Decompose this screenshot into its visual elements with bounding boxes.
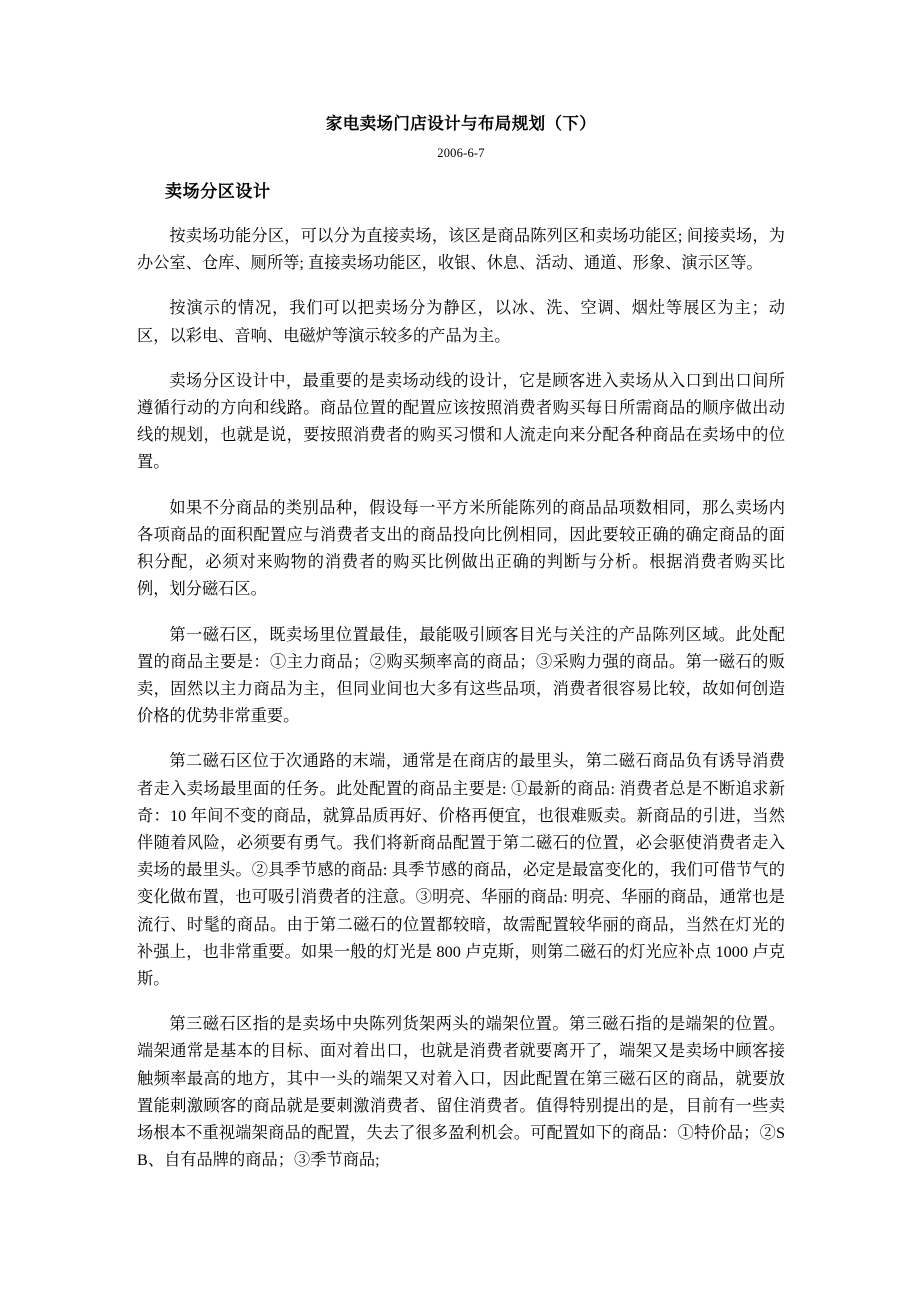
paragraph-demonstration-zoning: 按演示的情况，我们可以把卖场分为静区，以冰、洗、空调、烟灶等展区为主；动区，以彩电、音响、电磁炉等演示较多的产品为主。 — [137, 299, 785, 345]
page-title: 家电卖场门店设计与布局规划（下） — [325, 114, 597, 133]
paragraph-area-allocation: 如果不分商品的类别品种，假设每一平方米所能陈列的商品品项数相同，那么卖场内各项商品的面积配置应与消费者支出的商品投向比例相同，因此要较正确的确定商品的面积分配，必须对来购物的消费者的购买比例做出正确的判断与分析。根据消费者购买比例，划分磁石区。 — [137, 498, 785, 599]
paragraph-second-magnet-zone: 第二磁石区位于次通路的末端，通常是在商店的最里头，第二磁石商品负有诱导消费者走入卖场最里面的任务。此处配置的商品主要是: ①最新的商品: 消费者总是不断追求新奇：10 年间不变的商品，就算品质再好、价格再便宜，也很难贩卖。新商品的引进，当然伴随着风险，必须要有勇气。我们将新商品配置于第二磁石的位置，必会驱使消费者走入卖场的最里头。②具季节感的商品: 具季节感的商品，必定是最富变化的，我们可借节气的变化做布置，也可吸引消费者的注意。③明亮、华丽的商品: 明亮、华丽的商品，通常也是流行、时髦的商品。由于第二磁石的位置都较暗，故需配置较华丽的商品，当然在灯光的补强上，也非常重要。如果一般的灯光是 800 卢克斯，则第二磁石的灯光应补点 1000 卢克斯。 — [137, 752, 785, 988]
paragraph-customer-flow-line: 卖场分区设计中，最重要的是卖场动线的设计，它是顾客进入卖场从入口到出口间所遵循行动的方向和线路。商品位置的配置应该按照消费者购买每日所需商品的顺序做出动线的规划，也就是说，要按照消费者的购买习惯和人流走向来分配各种商品在卖场中的位置。 — [137, 371, 785, 472]
paragraph-functional-zoning: 按卖场功能分区，可以分为直接卖场，该区是商品陈列区和卖场功能区; 间接卖场，为办公室、仓库、厕所等; 直接卖场功能区，收银、休息、活动、通道、形象、演示区等。 — [137, 227, 785, 273]
document-date: 2006-6-7 — [437, 146, 485, 161]
paragraph-third-magnet-zone: 第三磁石区指的是卖场中央陈列货架两头的端架位置。第三磁石指的是端架的位置。端架通常是基本的目标、面对着出口，也就是消费者就要离开了，端架又是卖场中顾客接触频率最高的地方，其中一头的端架又对着入口，因此配置在第三磁石区的商品，就要放置能刺激顾客的商品就是要刺激消费者、留住消费者。值得特别提出的是，目前有一些卖场根本不重视端架商品的配置，失去了很多盈利机会。可配置如下的商品：①特价品；②SB、自有品牌的商品；③季节商品; — [137, 1015, 785, 1170]
document-content — [137, 0, 785, 1174]
paragraph-first-magnet-zone: 第一磁石区，既卖场里位置最佳，最能吸引顾客目光与关注的产品陈列区域。此处配置的商品主要是：①主力商品；②购买频率高的商品；③采购力强的商品。第一磁石的贩卖，固然以主力商品为主，但同业间也大多有这些品项，消费者很容易比较，故如何创造价格的优势非常重要。 — [137, 625, 785, 726]
section-heading-store-zoning: 卖场分区设计 — [165, 182, 271, 202]
